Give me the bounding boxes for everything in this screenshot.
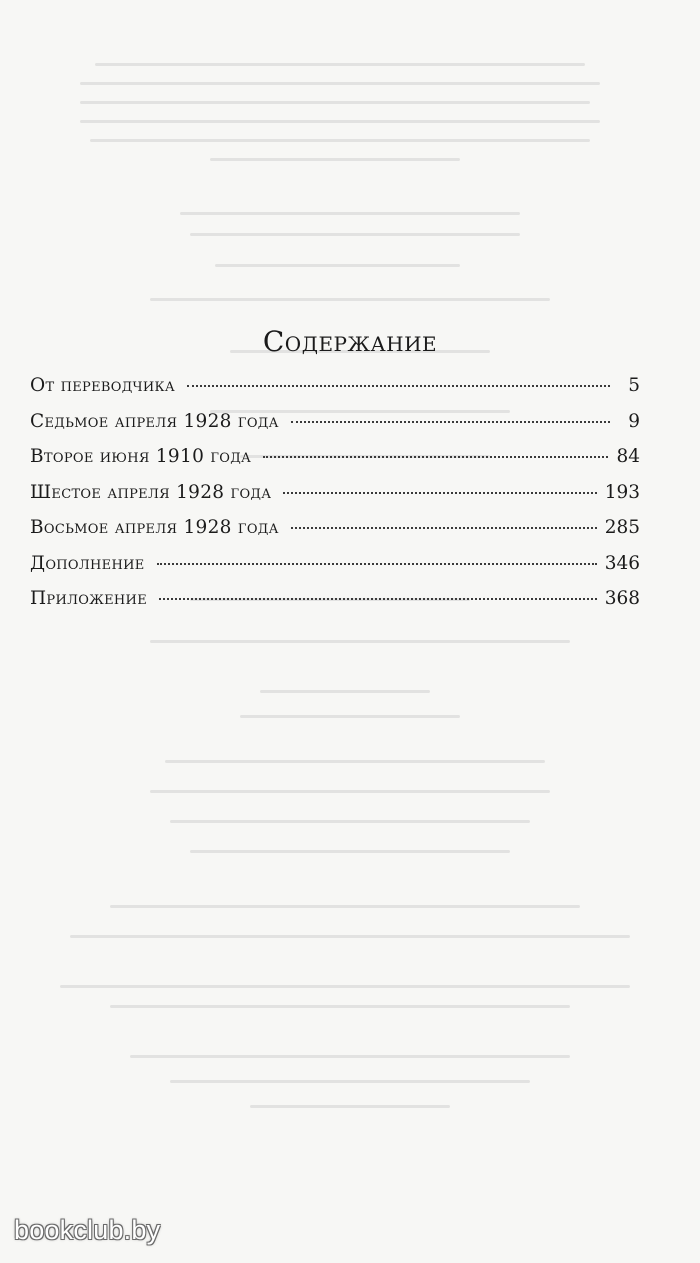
dot-leader (283, 491, 596, 494)
toc-entry-page: 368 (604, 588, 640, 609)
toc-entry-page: 193 (604, 481, 640, 503)
toc-entry-page: 9 (628, 410, 640, 432)
toc-entry-page: 5 (628, 375, 640, 396)
page-title: Содержание (262, 324, 438, 358)
toc-entry-page: 285 (604, 517, 640, 538)
dot-leader (187, 384, 610, 387)
toc-entry-title: Седьмое апреля 1928 года (30, 410, 279, 432)
toc-entry (30, 411, 640, 447)
toc-entry (30, 375, 640, 411)
toc-entry-title: Восьмое апреля 1928 года (30, 517, 279, 538)
toc-entry (30, 553, 640, 589)
dot-leader (291, 420, 610, 423)
toc-entry (30, 517, 640, 553)
table-of-contents (30, 375, 640, 624)
toc-entry (30, 588, 640, 624)
toc-entry-title: Приложение (30, 588, 147, 609)
toc-entry-title: Дополнение (30, 552, 145, 574)
dot-leader (159, 597, 597, 600)
toc-entry-title: Шестое апреля 1928 года (30, 481, 272, 503)
dot-leader (263, 455, 608, 458)
dot-leader (291, 526, 597, 529)
toc-entry-title: Второе июня 1910 года (30, 446, 252, 467)
toc-entry-page: 346 (604, 552, 640, 574)
watermark: bookclub.by (14, 1215, 161, 1245)
toc-entry (30, 482, 640, 518)
toc-entry (30, 446, 640, 482)
toc-entry-title: От переводчика (30, 375, 176, 396)
toc-entry-page: 84 (616, 446, 640, 467)
dot-leader (157, 562, 597, 565)
